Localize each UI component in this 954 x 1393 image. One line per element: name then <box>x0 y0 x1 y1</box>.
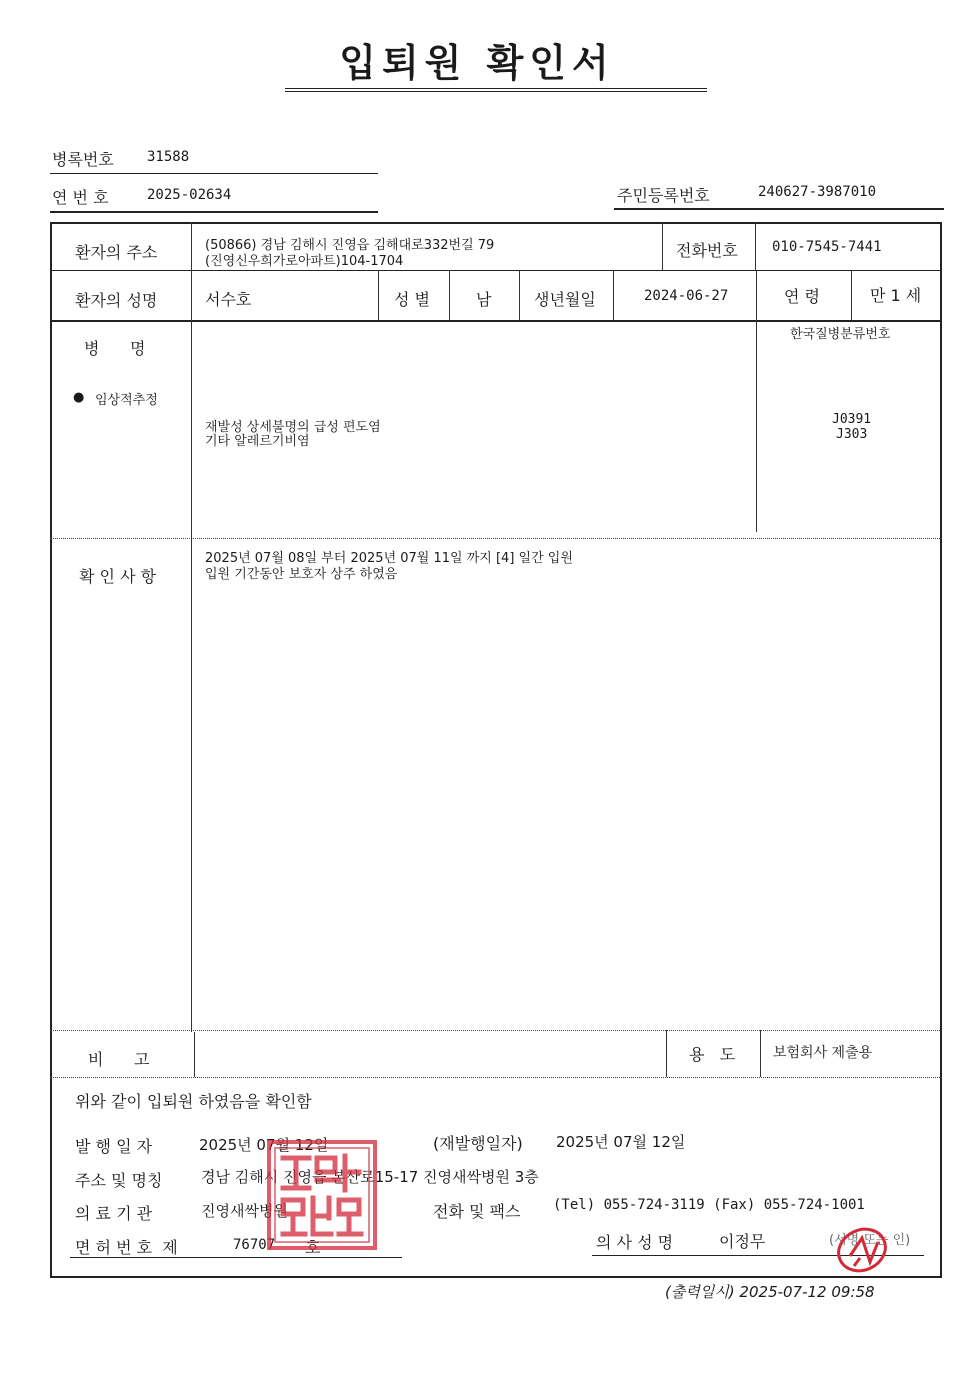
phone-value: 010-7545-7441 <box>772 239 882 255</box>
diagnosis-name-2: 기타 알레르기비염 <box>205 434 310 449</box>
license-label: 면 허 번 호 제 <box>75 1238 178 1257</box>
diagnosis-code-2: J303 <box>836 427 868 442</box>
remarks-label: 비 고 <box>88 1050 150 1069</box>
confirmation-line-2: 입원 기간동안 보호자 상주 하였음 <box>205 567 398 582</box>
age-value: 만 1 세 <box>870 286 922 305</box>
sex-label: 성 별 <box>394 290 430 309</box>
row-divider <box>50 270 942 271</box>
resident-label: 주민등록번호 <box>617 186 710 205</box>
address-name-label: 주소 및 명칭 <box>75 1171 163 1190</box>
institution-label: 의 료 기 관 <box>75 1204 153 1223</box>
cell-divider <box>662 222 663 270</box>
reissue-date-label: (재발행일자) <box>433 1134 523 1153</box>
doctor-name: 이정무 <box>719 1232 766 1251</box>
usage-label: 용 도 <box>689 1045 736 1064</box>
diagnosis-code-1: J0391 <box>832 412 872 427</box>
hospital-address: 경남 김해시 진영읍 본산로15-17 진영새싹병원 3층 <box>201 1168 539 1186</box>
row-divider <box>50 538 942 539</box>
license-no: 76707 <box>233 1237 276 1253</box>
sex-value: 남 <box>476 290 492 309</box>
patient-name: 서수호 <box>205 290 252 309</box>
bullet-icon: ● <box>73 390 85 405</box>
confirmation-line-1: 2025년 07월 08일 부터 2025년 07월 11일 까지 [4] 일간 입원 <box>205 551 573 566</box>
doctor-label: 의 사 성 명 <box>596 1233 674 1252</box>
usage-value: 보험회사 제출용 <box>773 1045 873 1061</box>
cell-divider <box>378 270 379 320</box>
serial-label: 연 번 호 <box>52 188 109 207</box>
license-suffix: 호 <box>305 1238 321 1257</box>
resident-underline <box>614 208 944 210</box>
institution-name: 진영새싹병원 <box>201 1202 288 1220</box>
clinical-label: 임상적추정 <box>95 393 158 408</box>
address-label: 환자의 주소 <box>75 243 158 262</box>
chart-no: 31588 <box>147 149 190 165</box>
cell-divider <box>851 270 852 320</box>
issue-date: 2025년 07월 12일 <box>199 1136 329 1154</box>
title-underline <box>285 88 707 92</box>
cell-divider <box>519 270 520 320</box>
confirm-statement: 위와 같이 입퇴원 하였음을 확인함 <box>75 1092 312 1111</box>
confirmation-label: 확 인 사 항 <box>79 567 157 586</box>
cell-divider <box>613 270 614 320</box>
row-divider <box>50 1077 942 1078</box>
row-divider <box>50 320 942 322</box>
name-label: 환자의 성명 <box>75 291 158 310</box>
kcd-label: 한국질병분류번호 <box>790 327 891 342</box>
chart-no-label: 병록번호 <box>52 150 114 169</box>
address-line-1: (50866) 경남 김해시 진영읍 김해대로332번길 79 <box>205 238 495 253</box>
resident-no: 240627-3987010 <box>758 184 877 200</box>
license-underline <box>70 1257 402 1258</box>
reissue-date: 2025년 07월 12일 <box>556 1133 686 1151</box>
main-form-frame <box>50 222 942 1278</box>
label-column-divider <box>194 1032 195 1077</box>
printed-at: (출력일시) 2025-07-12 09:58 <box>665 1283 875 1301</box>
label-column-divider <box>191 222 192 1032</box>
serial-no: 2025-02634 <box>147 187 232 203</box>
tel-fax-value: (Tel) 055-724-3119 (Fax) 055-724-1001 <box>553 1197 865 1213</box>
dob-value: 2024-06-27 <box>644 288 729 304</box>
address-line-2: (진영신우희가로아파트)104-1704 <box>205 254 404 269</box>
phone-label: 전화번호 <box>676 241 738 260</box>
dob-label: 생년월일 <box>534 290 596 309</box>
signature-icon <box>832 1222 892 1278</box>
issue-date-label: 발 행 일 자 <box>75 1137 153 1156</box>
diagnosis-name-1: 재발성 상세불명의 급성 편도염 <box>205 420 381 435</box>
tel-fax-label: 전화 및 팩스 <box>433 1202 521 1221</box>
diagnosis-label: 병 명 <box>84 339 146 358</box>
document-title: 입퇴원 확인서 <box>339 41 615 85</box>
cell-divider <box>755 222 756 270</box>
serial-underline <box>50 211 378 213</box>
cell-divider <box>760 1030 761 1077</box>
sign-note: (서명 또는 인) <box>829 1233 911 1248</box>
chart-no-underline <box>50 173 378 174</box>
kcd-column-divider <box>756 320 757 532</box>
age-label: 연 령 <box>784 287 820 306</box>
cell-divider <box>756 270 757 320</box>
row-divider <box>50 1030 942 1031</box>
hospital-seal-icon <box>263 1136 381 1254</box>
cell-divider <box>666 1030 667 1077</box>
cell-divider <box>449 270 450 320</box>
